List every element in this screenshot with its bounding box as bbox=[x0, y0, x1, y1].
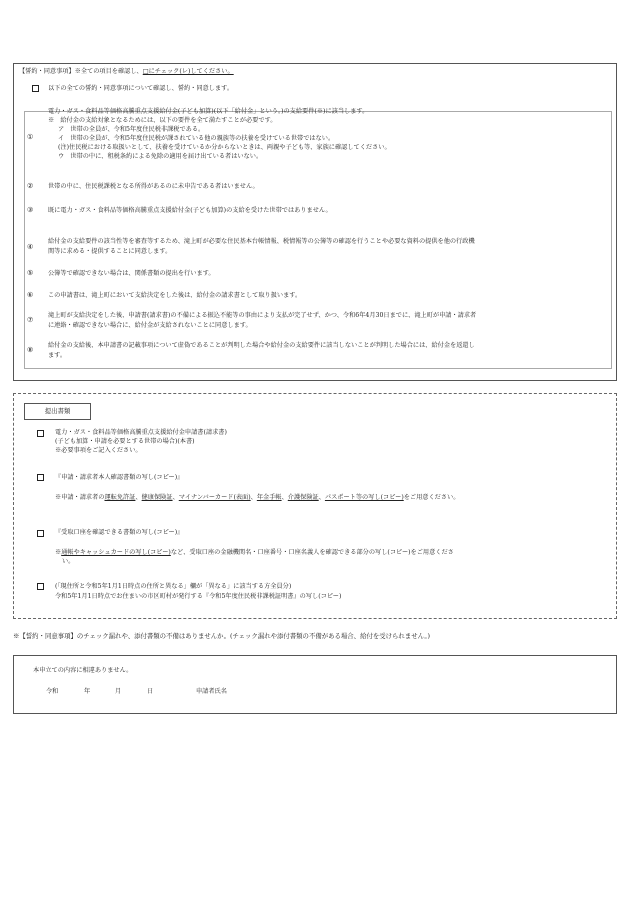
doc3-note-line-2: い。 bbox=[62, 558, 75, 565]
doc2-note-license: 運転免許証 bbox=[104, 494, 136, 501]
item-number-5: ⑤ bbox=[27, 269, 34, 277]
date-day-label: 日 bbox=[147, 688, 154, 695]
item-8-line-1: 給付金の支給後、本申請書の記載事項について虚偽であることが判明した場合や給付金の支給要件に該当しないことが判明した場合には、給付金を返還し bbox=[48, 342, 475, 349]
date-month-label: 月 bbox=[115, 688, 122, 695]
doc2-note-pension: 年金手帳 bbox=[256, 494, 282, 501]
item-number-2: ② bbox=[27, 182, 34, 190]
item-4-line-2: 関等に求める・提供することに同意します。 bbox=[48, 248, 172, 255]
doc2-note-mynumber: マイナンバーカード(表面) bbox=[178, 494, 251, 501]
doc3-note-prefix: ※ bbox=[55, 549, 62, 556]
doc1-line-2: (子ども加算・申請を必要とする世帯の場合)(本書) bbox=[55, 438, 195, 445]
doc4-checkbox[interactable] bbox=[37, 583, 44, 590]
item-1-line-6: ウ 世帯の中に、租税条約による免除の適用を届け出ている者はいない。 bbox=[58, 153, 263, 160]
doc4-line-2: 令和5年1月1日時点でお住まいの市区町村が発行する『令和5年度住民税非課税証明書』の写し(コピー) bbox=[55, 593, 342, 600]
date-year-field[interactable] bbox=[62, 684, 80, 696]
date-month-field[interactable] bbox=[94, 684, 112, 696]
item-8-line-2: ます。 bbox=[48, 352, 67, 359]
item-number-7: ⑦ bbox=[27, 316, 34, 324]
doc2-note-sep-2: 、 bbox=[172, 494, 179, 501]
doc1-line-3: ※必要事項をご記入ください。 bbox=[55, 447, 142, 454]
doc2-checkbox[interactable] bbox=[37, 474, 44, 481]
applicant-name-label: 申請者氏名 bbox=[196, 688, 227, 695]
doc2-note bbox=[55, 493, 459, 502]
doc2-note-sep-5: 、 bbox=[318, 494, 325, 501]
item-number-3: ③ bbox=[27, 206, 34, 214]
doc3-checkbox[interactable] bbox=[37, 530, 44, 537]
doc4-line-1: (「現住所と令和5年1月1日時点の住所と異なる」欄が「異なる」に該当する方全員分) bbox=[55, 583, 292, 590]
item-1-line-4: イ 世帯の全員が、令和5年度住民税が課されている他の親族等の扶養を受けている世帯ではない。 bbox=[58, 135, 335, 142]
item-number-1: ① bbox=[27, 133, 34, 141]
item-1-line-3: ア 世帯の全員が、令和5年度住民税非課税である。 bbox=[58, 126, 205, 133]
doc3-note-line-1 bbox=[55, 548, 454, 557]
item-1-line-1: 電力・ガス・食料品等価格高騰重点支援給付金(子ども加算)(以下「給付金」という。)の支給要件(※)に該当します。 bbox=[48, 108, 369, 115]
doc2-note-sep-4: 、 bbox=[281, 494, 288, 501]
consent-heading-title: 【誓約・同意事項】 bbox=[19, 68, 75, 75]
doc2-note-suffix: をご用意ください。 bbox=[403, 494, 460, 501]
date-era-label: 令和 bbox=[46, 688, 59, 695]
item-7-line-2: に連絡・確認できない場合に、給付金が支給されないことに同意します。 bbox=[48, 322, 252, 329]
item-7-line-1: 滝上町が支給決定をした後、申請書(請求書)の不備による振込不能等の事由により支払が完了せず、かつ、令和6年4月30日までに、滝上町が申請・請求者 bbox=[48, 312, 477, 319]
doc2-note-prefix: ※申請・請求者の bbox=[55, 494, 105, 501]
item-2-line-1: 世帯の中に、住民税課税となる所得があるのに未申告である者はいません。 bbox=[48, 183, 259, 190]
consent-heading bbox=[19, 67, 234, 76]
item-3-line-1: 既に電力・ガス・食料品等価格高騰重点支援給付金(子ども加算)の支給を受けた世帯ではありません。 bbox=[48, 207, 332, 214]
all-agree-label: 以下の全ての誓約・同意事項について確認し、誓約・同意します。 bbox=[48, 85, 234, 92]
doc1-checkbox[interactable] bbox=[37, 430, 44, 437]
doc2-note-insurance: 健康保険証 bbox=[141, 494, 173, 501]
item-1-line-2: ※ 給付金の支給対象となるためには、以下の要件を全て満たすことが必要です。 bbox=[48, 117, 277, 124]
consent-heading-note-underlined: □にチェック(レ)してください。 bbox=[142, 68, 234, 75]
doc2-note-passport: パスポート等の写し(コピー) bbox=[324, 494, 404, 501]
doc2-note-sep-1: 、 bbox=[135, 494, 142, 501]
consent-heading-note: ※全ての項目を確認し、 bbox=[74, 68, 143, 75]
doc2-note-sep-3: 、 bbox=[250, 494, 257, 501]
item-number-4: ④ bbox=[27, 243, 34, 251]
doc3-note-passbook: 通帳やキャッシュカードの写し(コピー) bbox=[61, 549, 171, 556]
doc3-note-rest: など、受取口座の金融機関名・口座番号・口座名義人を確認できる部分の写し(コピー)をご用意くださ bbox=[170, 549, 454, 556]
item-6-line-1: この申請書は、滝上町において支給決定をした後は、給付金の請求書として取り扱います。 bbox=[48, 292, 302, 299]
item-number-8: ⑧ bbox=[27, 346, 34, 354]
item-1-line-5: (注)住民税における取扱いとして、扶養を受けているか分からないときは、両親や子ども等、家族に確認してください。 bbox=[58, 144, 391, 151]
declaration-text: 本申立ての内容に相違ありません。 bbox=[33, 667, 133, 674]
item-5-line-1: 公簿等で確認できない場合は、関係書類の提出を行います。 bbox=[48, 270, 215, 277]
all-agree-checkbox[interactable] bbox=[32, 85, 39, 92]
applicant-name-field[interactable] bbox=[236, 683, 606, 697]
doc2-note-care: 介護保険証 bbox=[287, 494, 319, 501]
item-4-line-1: 給付金の支給要件の該当性等を審査等するため、滝上町が必要な住民基本台帳情報、税情報等の公簿等の確認を行うことや必要な資料の提供を他の行政機 bbox=[48, 238, 475, 245]
date-day-field[interactable] bbox=[124, 684, 144, 696]
date-year-label: 年 bbox=[84, 688, 91, 695]
doc1-line-1: 電力・ガス・食料品等価格高騰重点支援給付金申請書(請求書) bbox=[55, 429, 227, 436]
doc3-line-1: 『受取口座を確認できる書類の写し(コピー)』 bbox=[55, 529, 184, 536]
doc2-line-1: 『申請・請求者本人確認書類の写し(コピー)』 bbox=[55, 474, 184, 481]
item-number-6: ⑥ bbox=[27, 291, 34, 299]
footer-note: ※【誓約・同意事項】のチェック漏れや、添付書類の不備はありませんか。(チェック漏れや添付書類の不備がある場合、給付を受けられません。) bbox=[13, 632, 431, 640]
documents-tag: 提出書類 bbox=[24, 403, 91, 420]
